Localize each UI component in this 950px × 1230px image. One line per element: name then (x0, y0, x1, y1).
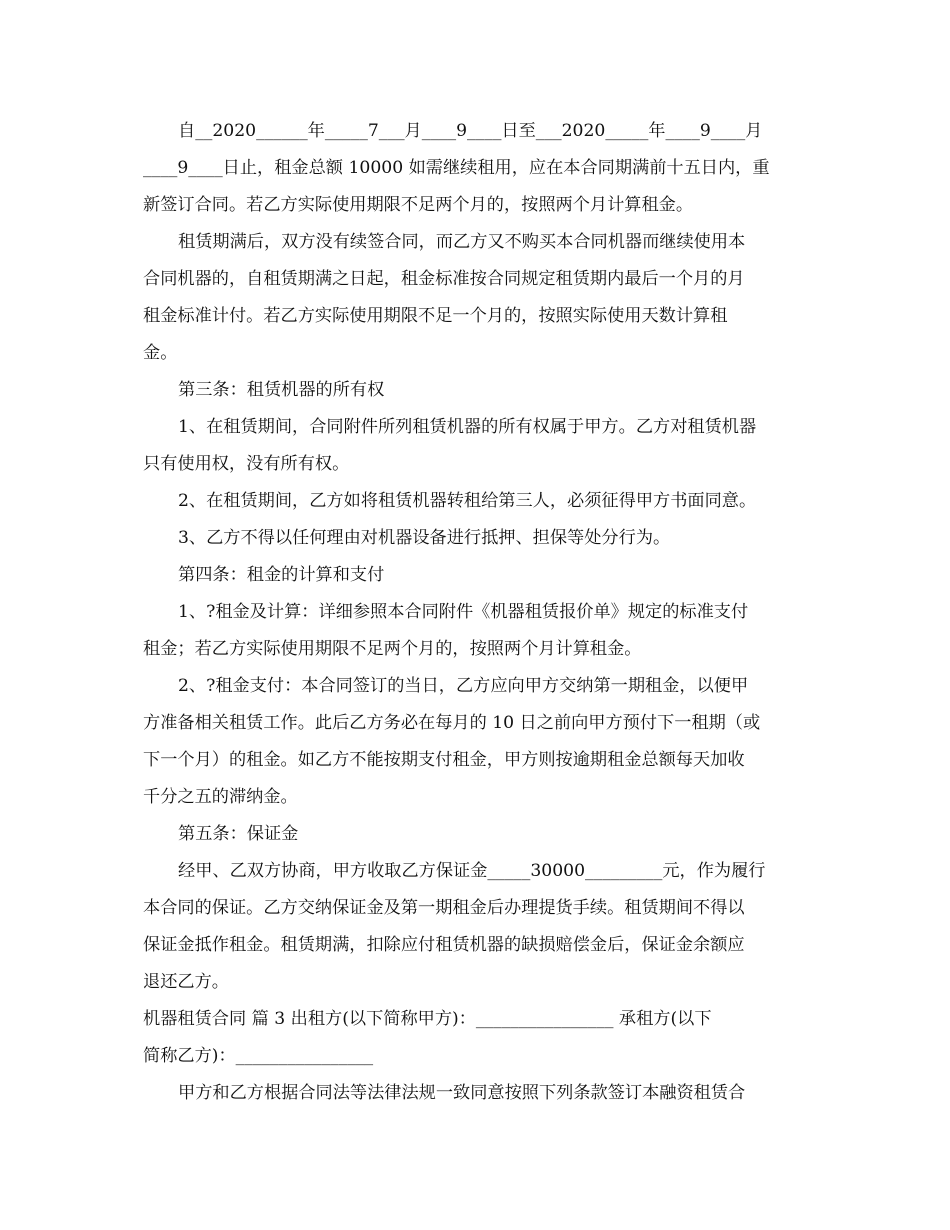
lease-period-line-1: 自__2020______年_____7___月____9____日至___2020_____年____9____月 (178, 121, 763, 141)
lease-period-line-3: 新签订合同。若乙方实际使用期限不足两个月的，按照两个月计算租金。 (143, 195, 694, 215)
article-3-heading: 第三条：租赁机器的所有权 (178, 380, 385, 400)
article-5-paragraph-line-3: 保证金抵作租金。租赁期满，扣除应付租赁机器的缺损赔偿金后，保证金余额应 (143, 935, 745, 955)
article-3-item-3: 3、乙方不得以任何理由对机器设备进行抵押、担保等处分行为。 (178, 528, 671, 548)
article-4-item-2-line-4: 千分之五的滞纳金。 (143, 787, 298, 807)
article-5-paragraph-line-2: 本合同的保证。乙方交纳保证金及第一期租金后办理提货手续。租赁期间不得以 (143, 898, 745, 918)
article-3-item-1-line-2: 只有使用权，没有所有权。 (143, 454, 350, 474)
article-4-item-1-line-1: 1、?租金及计算：详细参照本合同附件《机器租赁报价单》规定的标准支付 (178, 602, 749, 622)
expiry-paragraph-line-2: 合同机器的，自租赁期满之日起，租金标准按合同规定租赁期内最后一个月的月 (143, 269, 745, 289)
article-5-paragraph-line-1: 经甲、乙双方协商，甲方收取乙方保证金_____30000_________元，作为履行 (178, 861, 766, 881)
article-4-item-2-line-2: 方准备相关租赁工作。此后乙方务必在每月的 10 日之前向甲方预付下一租期（或 (143, 713, 761, 733)
article-4-heading: 第四条：租金的计算和支付 (178, 565, 385, 585)
article-4-item-1-line-2: 租金；若乙方实际使用期限不足两个月的，按照两个月计算租金。 (143, 639, 642, 659)
expiry-paragraph-line-3: 租金标准计付。若乙方实际使用期限不足一个月的，按照实际使用天数计算租 (143, 306, 728, 326)
document-body (143, 118, 813, 1117)
article-3-item-1-line-1: 1、在租赁期间，合同附件所列租赁机器的所有权属于甲方。乙方对租赁机器 (178, 417, 757, 437)
expiry-paragraph-line-1: 租赁期满后，双方没有续签合同，而乙方又不购买本合同机器而继续使用本 (178, 232, 746, 252)
article-4-item-2-line-3: 下一个月）的租金。如乙方不能按期支付租金，甲方则按逾期租金总额每天加收 (143, 750, 745, 770)
contract-3-header-line-2: 简称乙方)：________________ (143, 1046, 374, 1066)
contract-3-header-line-1: 机器租赁合同 篇 3 出租方(以下简称甲方)：________________ 承租方(以下 (143, 1009, 712, 1029)
article-5-paragraph-line-4: 退还乙方。 (143, 972, 229, 992)
lease-period-line-2: ____9____日止，租金总额 10000 如需继续租用，应在本合同期满前十五日内，重 (143, 158, 770, 178)
contract-3-intro-line: 甲方和乙方根据合同法等法律法规一致同意按照下列条款签订本融资租赁合 (178, 1083, 746, 1103)
article-3-item-2: 2、在租赁期间，乙方如将租赁机器转租给第三人，必须征得甲方书面同意。 (178, 491, 757, 511)
expiry-paragraph-line-4: 金。 (143, 343, 178, 363)
article-4-item-2-line-1: 2、?租金支付：本合同签订的当日，乙方应向甲方交纳第一期租金，以便甲 (178, 676, 749, 696)
article-5-heading: 第五条：保证金 (178, 824, 299, 844)
